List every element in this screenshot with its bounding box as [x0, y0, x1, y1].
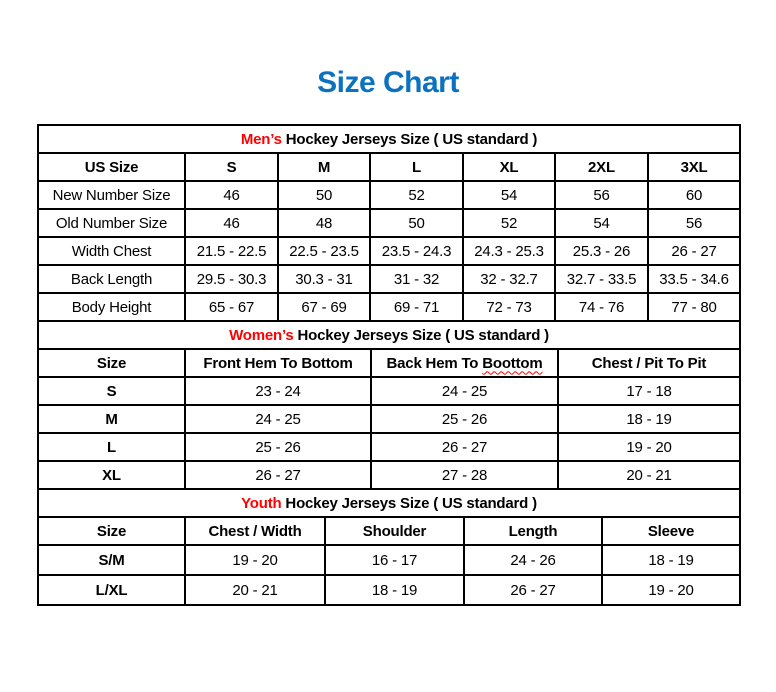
size-value-cell: 16 - 17 — [325, 545, 464, 575]
row-label-cell: New Number Size — [38, 181, 185, 209]
table-row — [38, 433, 740, 461]
size-value-cell: 18 - 19 — [558, 405, 740, 433]
size-value-cell: 19 - 20 — [602, 575, 740, 605]
mens-section-header-row — [38, 125, 740, 153]
size-value-cell: 29.5 - 30.3 — [185, 265, 278, 293]
table-row — [38, 181, 740, 209]
mens-section-header — [38, 125, 740, 153]
size-value-cell: 25.3 - 26 — [555, 237, 648, 265]
row-label-cell: Back Length — [38, 265, 185, 293]
row-label-cell: Old Number Size — [38, 209, 185, 237]
row-label-cell: L/XL — [38, 575, 185, 605]
column-header-cell: 3XL — [648, 153, 740, 181]
table-row — [38, 209, 740, 237]
size-value-cell: 46 — [185, 181, 278, 209]
size-value-cell: 26 - 27 — [185, 461, 371, 489]
size-value-cell: 24.3 - 25.3 — [463, 237, 555, 265]
youth-section-header-row — [38, 489, 740, 517]
column-header-cell: Front Hem To Bottom — [185, 349, 371, 377]
size-value-cell: 26 - 27 — [648, 237, 740, 265]
womens-section-title: Hockey Jerseys Size ( US standard ) — [293, 326, 549, 344]
misspelled-word: Boottom — [482, 354, 543, 372]
size-value-cell: 31 - 32 — [370, 265, 463, 293]
size-value-cell: 24 - 25 — [371, 377, 558, 405]
column-header-text: Back Hem To — [386, 354, 483, 372]
womens-section-header-row — [38, 321, 740, 349]
mens-column-header-row — [38, 153, 740, 181]
column-header-cell: S — [185, 153, 278, 181]
row-label-cell: Width Chest — [38, 237, 185, 265]
size-value-cell: 32.7 - 33.5 — [555, 265, 648, 293]
size-value-cell: 33.5 - 34.6 — [648, 265, 740, 293]
table-row — [38, 265, 740, 293]
row-label-cell: S/M — [38, 545, 185, 575]
mens-section-accent: Men’s — [240, 130, 282, 148]
size-value-cell: 23.5 - 24.3 — [370, 237, 463, 265]
womens-section-header — [38, 321, 740, 349]
page-title: Size Chart — [317, 66, 459, 99]
size-value-cell: 48 — [278, 209, 370, 237]
size-value-cell: 19 - 20 — [185, 545, 325, 575]
table-row — [38, 545, 740, 575]
size-value-cell: 50 — [278, 181, 370, 209]
size-value-cell: 22.5 - 23.5 — [278, 237, 370, 265]
size-value-cell: 56 — [555, 181, 648, 209]
table-row — [38, 575, 740, 605]
size-value-cell: 60 — [648, 181, 740, 209]
row-label-cell: M — [38, 405, 185, 433]
womens-column-header-row — [38, 349, 740, 377]
row-label-cell: L — [38, 433, 185, 461]
table-row — [38, 461, 740, 489]
column-header-cell: XL — [463, 153, 555, 181]
womens-section-accent: Women’s — [229, 326, 294, 344]
size-value-cell: 32 - 32.7 — [463, 265, 555, 293]
youth-section-title: Hockey Jerseys Size ( US standard ) — [281, 494, 537, 512]
size-value-cell: 77 - 80 — [648, 293, 740, 321]
mens-size-table — [37, 124, 741, 322]
table-row — [38, 405, 740, 433]
table-row — [38, 293, 740, 321]
column-header-cell: Size — [38, 517, 185, 545]
column-header-cell: Chest / Pit To Pit — [558, 349, 740, 377]
size-value-cell: 54 — [555, 209, 648, 237]
youth-size-table — [37, 488, 741, 606]
size-value-cell: 18 - 19 — [325, 575, 464, 605]
size-value-cell: 18 - 19 — [602, 545, 740, 575]
size-value-cell: 50 — [370, 209, 463, 237]
size-value-cell: 52 — [463, 209, 555, 237]
size-value-cell: 19 - 20 — [558, 433, 740, 461]
column-header-cell-misspelled — [371, 349, 558, 377]
column-header-cell: Sleeve — [602, 517, 740, 545]
column-header-cell: M — [278, 153, 370, 181]
size-value-cell: 46 — [185, 209, 278, 237]
size-value-cell: 67 - 69 — [278, 293, 370, 321]
row-label-cell: XL — [38, 461, 185, 489]
column-header-cell: Shoulder — [325, 517, 464, 545]
column-header-cell: Length — [464, 517, 602, 545]
row-label-cell: Body Height — [38, 293, 185, 321]
size-value-cell: 74 - 76 — [555, 293, 648, 321]
size-value-cell: 27 - 28 — [371, 461, 558, 489]
youth-section-header — [38, 489, 740, 517]
column-header-cell: 2XL — [555, 153, 648, 181]
womens-size-table — [37, 320, 741, 490]
size-chart-tables — [37, 124, 739, 606]
size-value-cell: 52 — [370, 181, 463, 209]
column-header-cell: US Size — [38, 153, 185, 181]
size-value-cell: 25 - 26 — [371, 405, 558, 433]
table-row — [38, 377, 740, 405]
size-value-cell: 30.3 - 31 — [278, 265, 370, 293]
youth-section-accent: Youth — [241, 494, 282, 512]
size-value-cell: 20 - 21 — [558, 461, 740, 489]
size-value-cell: 72 - 73 — [463, 293, 555, 321]
youth-column-header-row — [38, 517, 740, 545]
size-value-cell: 65 - 67 — [185, 293, 278, 321]
column-header-cell: L — [370, 153, 463, 181]
row-label-cell: S — [38, 377, 185, 405]
size-chart-page — [0, 64, 776, 692]
size-value-cell: 56 — [648, 209, 740, 237]
table-row — [38, 237, 740, 265]
column-header-cell: Size — [38, 349, 185, 377]
size-value-cell: 54 — [463, 181, 555, 209]
column-header-cell: Chest / Width — [185, 517, 325, 545]
size-value-cell: 17 - 18 — [558, 377, 740, 405]
mens-section-title: Hockey Jerseys Size ( US standard ) — [281, 130, 538, 148]
size-value-cell: 69 - 71 — [370, 293, 463, 321]
size-value-cell: 26 - 27 — [464, 575, 602, 605]
size-value-cell: 25 - 26 — [185, 433, 371, 461]
size-value-cell: 23 - 24 — [185, 377, 371, 405]
size-value-cell: 24 - 25 — [185, 405, 371, 433]
size-value-cell: 21.5 - 22.5 — [185, 237, 278, 265]
size-value-cell: 24 - 26 — [464, 545, 602, 575]
size-value-cell: 26 - 27 — [371, 433, 558, 461]
size-value-cell: 20 - 21 — [185, 575, 325, 605]
